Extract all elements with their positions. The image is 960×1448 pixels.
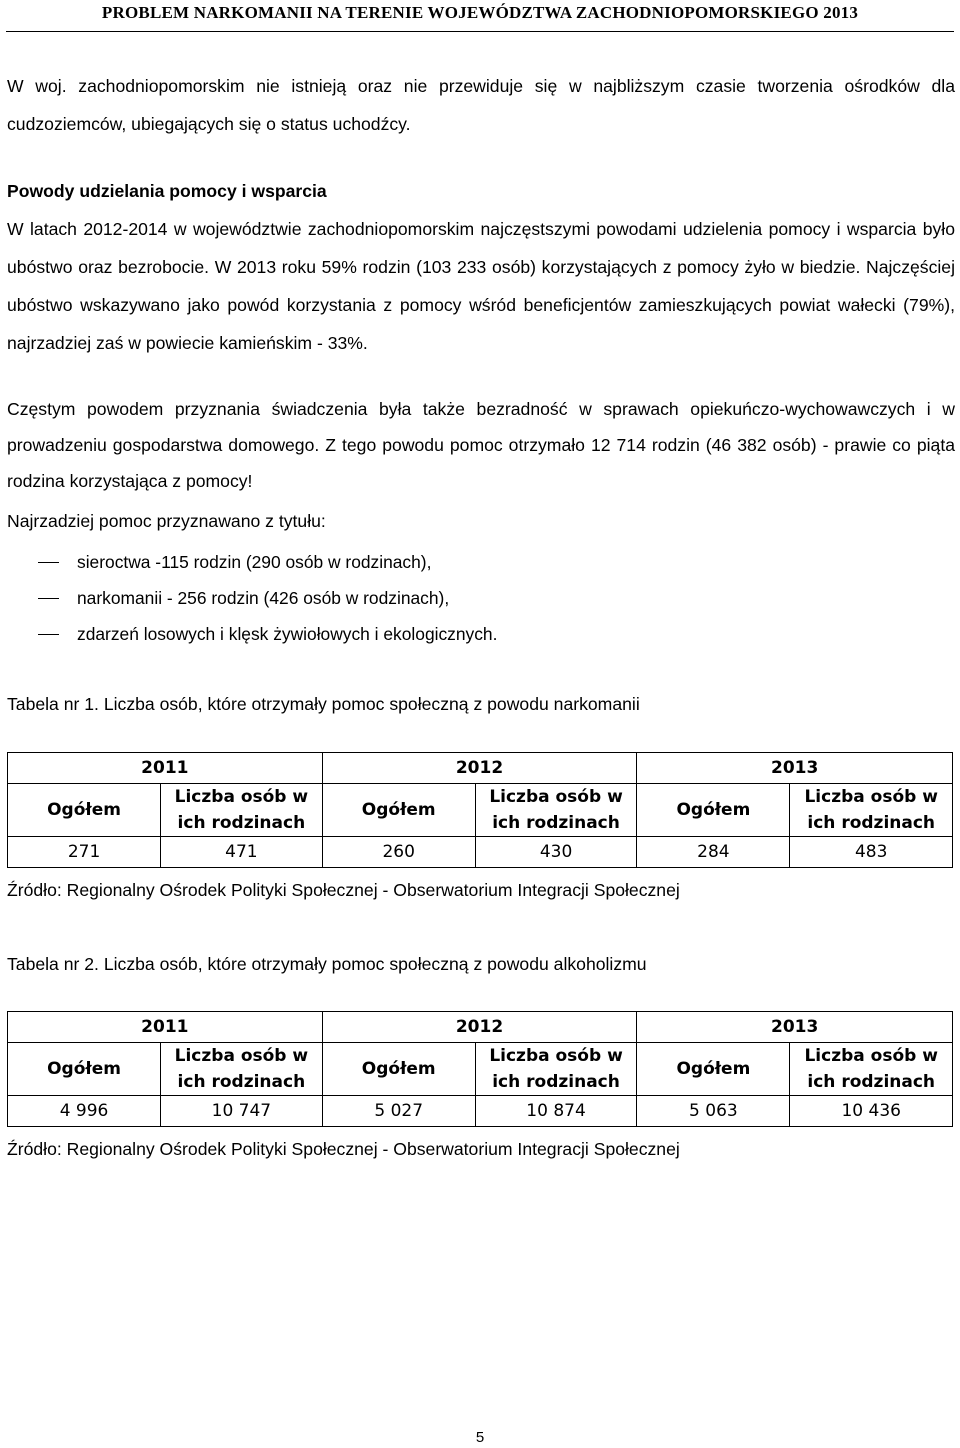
column-header-family: Liczba osób w ich rodzinach [475, 784, 637, 837]
table-1-caption: Tabela nr 1. Liczba osób, które otrzymały pomoc społeczną z powodu narkomanii [7, 694, 640, 714]
table-header-columns [8, 784, 953, 837]
column-header-family: Liczba osób w ich rodzinach [790, 784, 953, 837]
dash-bullet [38, 598, 59, 599]
table-cell: 10 874 [475, 1096, 637, 1127]
table-2 [7, 1011, 953, 1127]
table-1 [7, 752, 953, 868]
year-cell: 2011 [8, 1012, 323, 1043]
table-cell: 10 747 [161, 1096, 323, 1127]
year-cell: 2013 [637, 1012, 953, 1043]
year-cell: 2011 [8, 753, 323, 784]
table-cell: 5 027 [322, 1096, 475, 1127]
column-header-total: Ogółem [322, 784, 475, 837]
section-paragraph-3: Najrzadziej pomoc przyznawano z tytułu: [7, 511, 326, 531]
section-paragraph-2: Częstym powodem przyznania świadczenia była także bezradność w sprawach opiekuńczo-wychowawczych i w prowadzeniu gospodarstwa domowego. Z tego powodu pomoc otrzymało 12 714 rodzin (46 382 osób) - prawie co piąta rodzina korzystająca z pomocy! [7, 399, 955, 491]
column-header-family: Liczba osób w ich rodzinach [161, 1043, 323, 1096]
column-header-total: Ogółem [8, 1043, 161, 1096]
table-cell: 430 [475, 837, 637, 868]
header-divider [6, 31, 954, 32]
table-row [8, 837, 953, 868]
table-cell: 4 996 [8, 1096, 161, 1127]
table-1-source: Źródło: Regionalny Ośrodek Polityki Społecznej - Obserwatorium Integracji Społecznej [7, 880, 680, 900]
table-2-caption: Tabela nr 2. Liczba osób, które otrzymały pomoc społeczną z powodu alkoholizmu [7, 954, 647, 974]
table-row [8, 1096, 953, 1127]
list-item: zdarzeń losowych i klęsk żywiołowych i ekologicznych. [0, 616, 900, 652]
table-header-columns [8, 1043, 953, 1096]
column-header-total: Ogółem [637, 1043, 790, 1096]
table-cell: 10 436 [790, 1096, 953, 1127]
table-cell: 483 [790, 837, 953, 868]
table-2-source: Źródło: Regionalny Ośrodek Polityki Społecznej - Obserwatorium Integracji Społecznej [7, 1139, 680, 1159]
table-cell: 284 [637, 837, 790, 868]
year-cell: 2012 [322, 1012, 637, 1043]
column-header-family: Liczba osób w ich rodzinach [790, 1043, 953, 1096]
column-header-family: Liczba osób w ich rodzinach [475, 1043, 637, 1096]
section-heading: Powody udzielania pomocy i wsparcia [7, 181, 327, 201]
list-item: narkomanii - 256 rodzin (426 osób w rodzinach), [0, 580, 900, 616]
table-cell: 260 [322, 837, 475, 868]
column-header-total: Ogółem [8, 784, 161, 837]
year-cell: 2012 [322, 753, 637, 784]
reasons-list [0, 544, 900, 652]
table-cell: 271 [8, 837, 161, 868]
table-cell: 471 [161, 837, 323, 868]
dash-bullet [38, 562, 59, 563]
table-cell: 5 063 [637, 1096, 790, 1127]
list-item: sieroctwa -115 rodzin (290 osób w rodzinach), [0, 544, 900, 580]
dash-bullet [38, 634, 59, 635]
page-number: 5 [475, 1429, 485, 1446]
column-header-total: Ogółem [637, 784, 790, 837]
table-header-years [8, 1012, 953, 1043]
table-header-years [8, 753, 953, 784]
page-header: PROBLEM NARKOMANII NA TERENIE WOJEWÓDZTWA ZACHODNIOPOMORSKIEGO 2013 [101, 3, 859, 22]
year-cell: 2013 [637, 753, 953, 784]
column-header-family: Liczba osób w ich rodzinach [161, 784, 323, 837]
column-header-total: Ogółem [322, 1043, 475, 1096]
section-paragraph-1: W latach 2012-2014 w województwie zachodniopomorskim najczęstszymi powodami udzielenia pomocy i wsparcia było ubóstwo oraz bezrobocie. W 2013 roku 59% rodzin (103 233 osób) korzystających z pomocy żyło w biedzie. Najczęściej ubóstwo wskazywano jako powód korzystania z pomocy wśród beneficjentów zamieszkujących powiat wałecki (79%), najrzadziej zaś w powiecie kamieńskim - 33%. [7, 219, 955, 353]
intro-paragraph: W woj. zachodniopomorskim nie istnieją oraz nie przewiduje się w najbliższym czasie tworzenia ośrodków dla cudzoziemców, ubiegających się o status uchodźcy. [7, 76, 955, 134]
